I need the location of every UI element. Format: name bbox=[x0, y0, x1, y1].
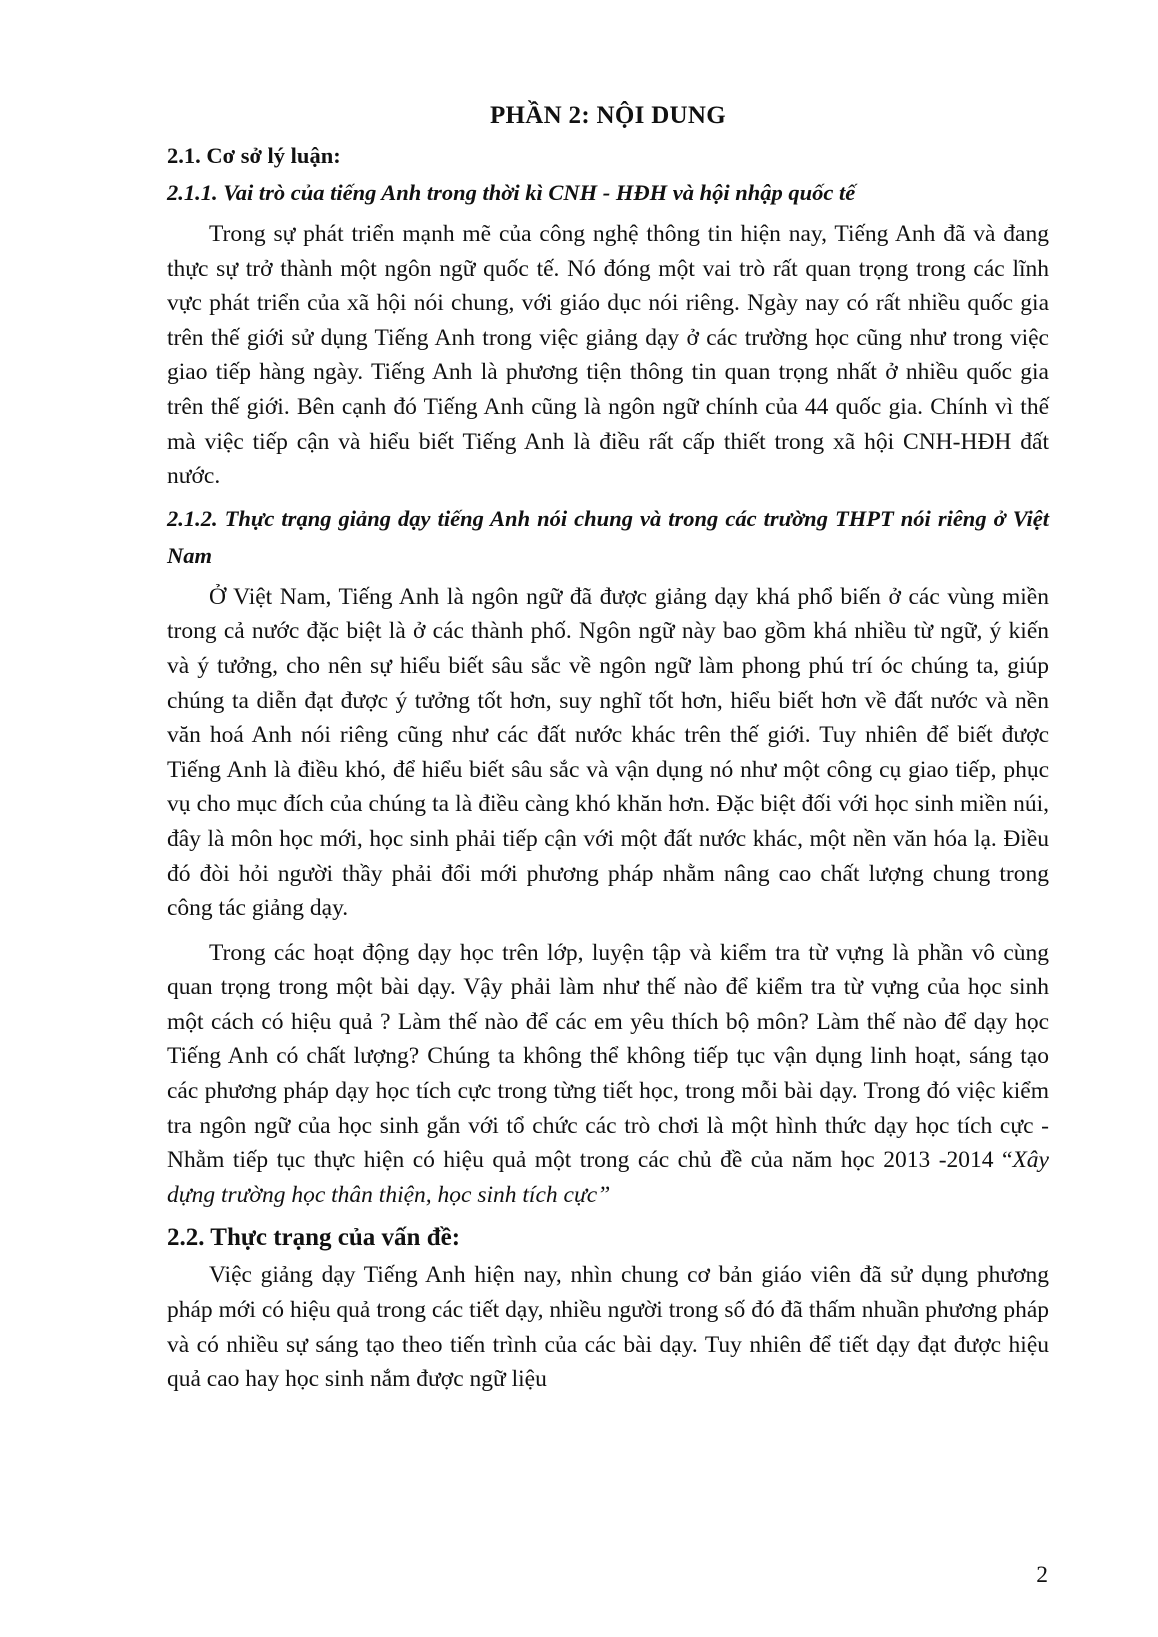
motto-italic: Xây dựng trường học thân thiện, học sinh tích cực” bbox=[167, 1147, 1049, 1208]
section-2-2-heading: 2.2. Thực trạng của vấn đề: bbox=[167, 1224, 461, 1252]
page-number: 2 bbox=[1036, 1562, 1048, 1588]
paragraph-2-1-2-b bbox=[167, 936, 1049, 1213]
part-title: PHẦN 2: NỘI DUNG bbox=[489, 102, 727, 129]
section-2-1-heading: 2.1. Cơ sở lý luận: bbox=[167, 143, 341, 168]
paragraph-2-2: Việc giảng dạy Tiếng Anh hiện nay, nhìn chung cơ bản giáo viên đã sử dụng phương pháp mới có hiệu quả trong các tiết dạy, nhiều người trong số đó đã thấm nhuần phương pháp và có nhiều sự sáng tạo theo tiến trình của các bài dạy. Tuy nhiên để tiết dạy đạt được hiệu quả cao hay học sinh nắm được ngữ liệu bbox=[167, 1262, 1049, 1393]
paragraph-2-1-1: Trong sự phát triển mạnh mẽ của công nghệ thông tin hiện nay, Tiếng Anh đã và đang thực sự trở thành một ngôn ngữ quốc tế. Nó đóng một vai trò rất quan trọng trong các lĩnh vực phát triển của xã hội nói chung, với giáo dục nói riêng. Ngày nay có rất nhiều quốc gia trên thế giới sử dụng Tiếng Anh trong việc giảng dạy ở các trường học cũng như trong việc giao tiếp hàng ngày. Tiếng Anh là phương tiện thông tin quan trọng nhất ở nhiều quốc gia trên thế giới. Bên cạnh đó Tiếng Anh cũng là ngôn ngữ chính của 44 quốc gia. Chính vì thế mà việc tiếp cận và hiểu biết Tiếng Anh là điều rất cấp thiết trong xã hội CNH-HĐH đất nước. bbox=[167, 221, 1049, 490]
subsection-2-1-2-heading: 2.1.2. Thực trạng giảng dạy tiếng Anh nói chung và trong các trường THPT nói riêng ở Việt Nam bbox=[167, 505, 1049, 568]
document-page bbox=[167, 98, 1049, 1397]
spacer bbox=[167, 926, 1049, 936]
paragraph-2-1-2-a: Ở Việt Nam, Tiếng Anh là ngôn ngữ đã được giảng dạy khá phổ biến ở các vùng miền trong cả nước đặc biệt là ở các thành phố. Ngôn ngữ này bao gồm khá nhiều từ ngữ, ý kiến và ý tưởng, cho nên sự hiểu biết sâu sắc về ngôn ngữ làm phong phú trí óc chúng ta, giúp chúng ta diễn đạt được ý tưởng tốt hơn, suy nghĩ tốt hơn, hiểu biết hơn về đất nước và nền văn hoá Anh nói riêng cũng như các đất nước khác trên thế giới. Tuy nhiên để biết được Tiếng Anh là điều khó, để hiểu biết sâu sắc và vận dụng nó như một công cụ giao tiếp, phục vụ cho mục đích của chúng ta là điều càng khó khăn hơn. Đặc biệt đối với học sinh miền núi, đây là môn học mới, học sinh phải tiếp cận với một đất nước khác, một nền văn hóa lạ. Điều đó đòi hỏi người thầy phải đổi mới phương pháp nhằm nâng cao chất lượng chung trong công tác giảng dạy. bbox=[167, 583, 1049, 922]
paragraph-2-1-2-b-text: Trong các hoạt động dạy học trên lớp, luyện tập và kiểm tra từ vựng là phần vô cùng quan trọng trong một bài dạy. Vậy phải làm như thế nào để kiểm tra từ vựng của học sinh một cách có hiệu quả ? Làm thế nào để các em yêu thích bộ môn? Làm thế nào để dạy học Tiếng Anh có chất lượng? Chúng ta không thể không tiếp tục vận dụng linh hoạt, sáng tạo các phương pháp dạy học tích cực trong từng tiết học, trong mỗi bài dạy. Trong đó việc kiểm tra ngôn ngữ của học sinh gắn với tổ chức các trò chơi là một hình thức dạy học tích cực - Nhằm tiếp tục thực hiện có hiệu quả một trong các chủ đề của năm học 2013 -2014 “ bbox=[167, 939, 1049, 1174]
subsection-2-1-1-heading: 2.1.1. Vai trò của tiếng Anh trong thời kì CNH - HĐH và hội nhập quốc tế bbox=[167, 180, 856, 205]
